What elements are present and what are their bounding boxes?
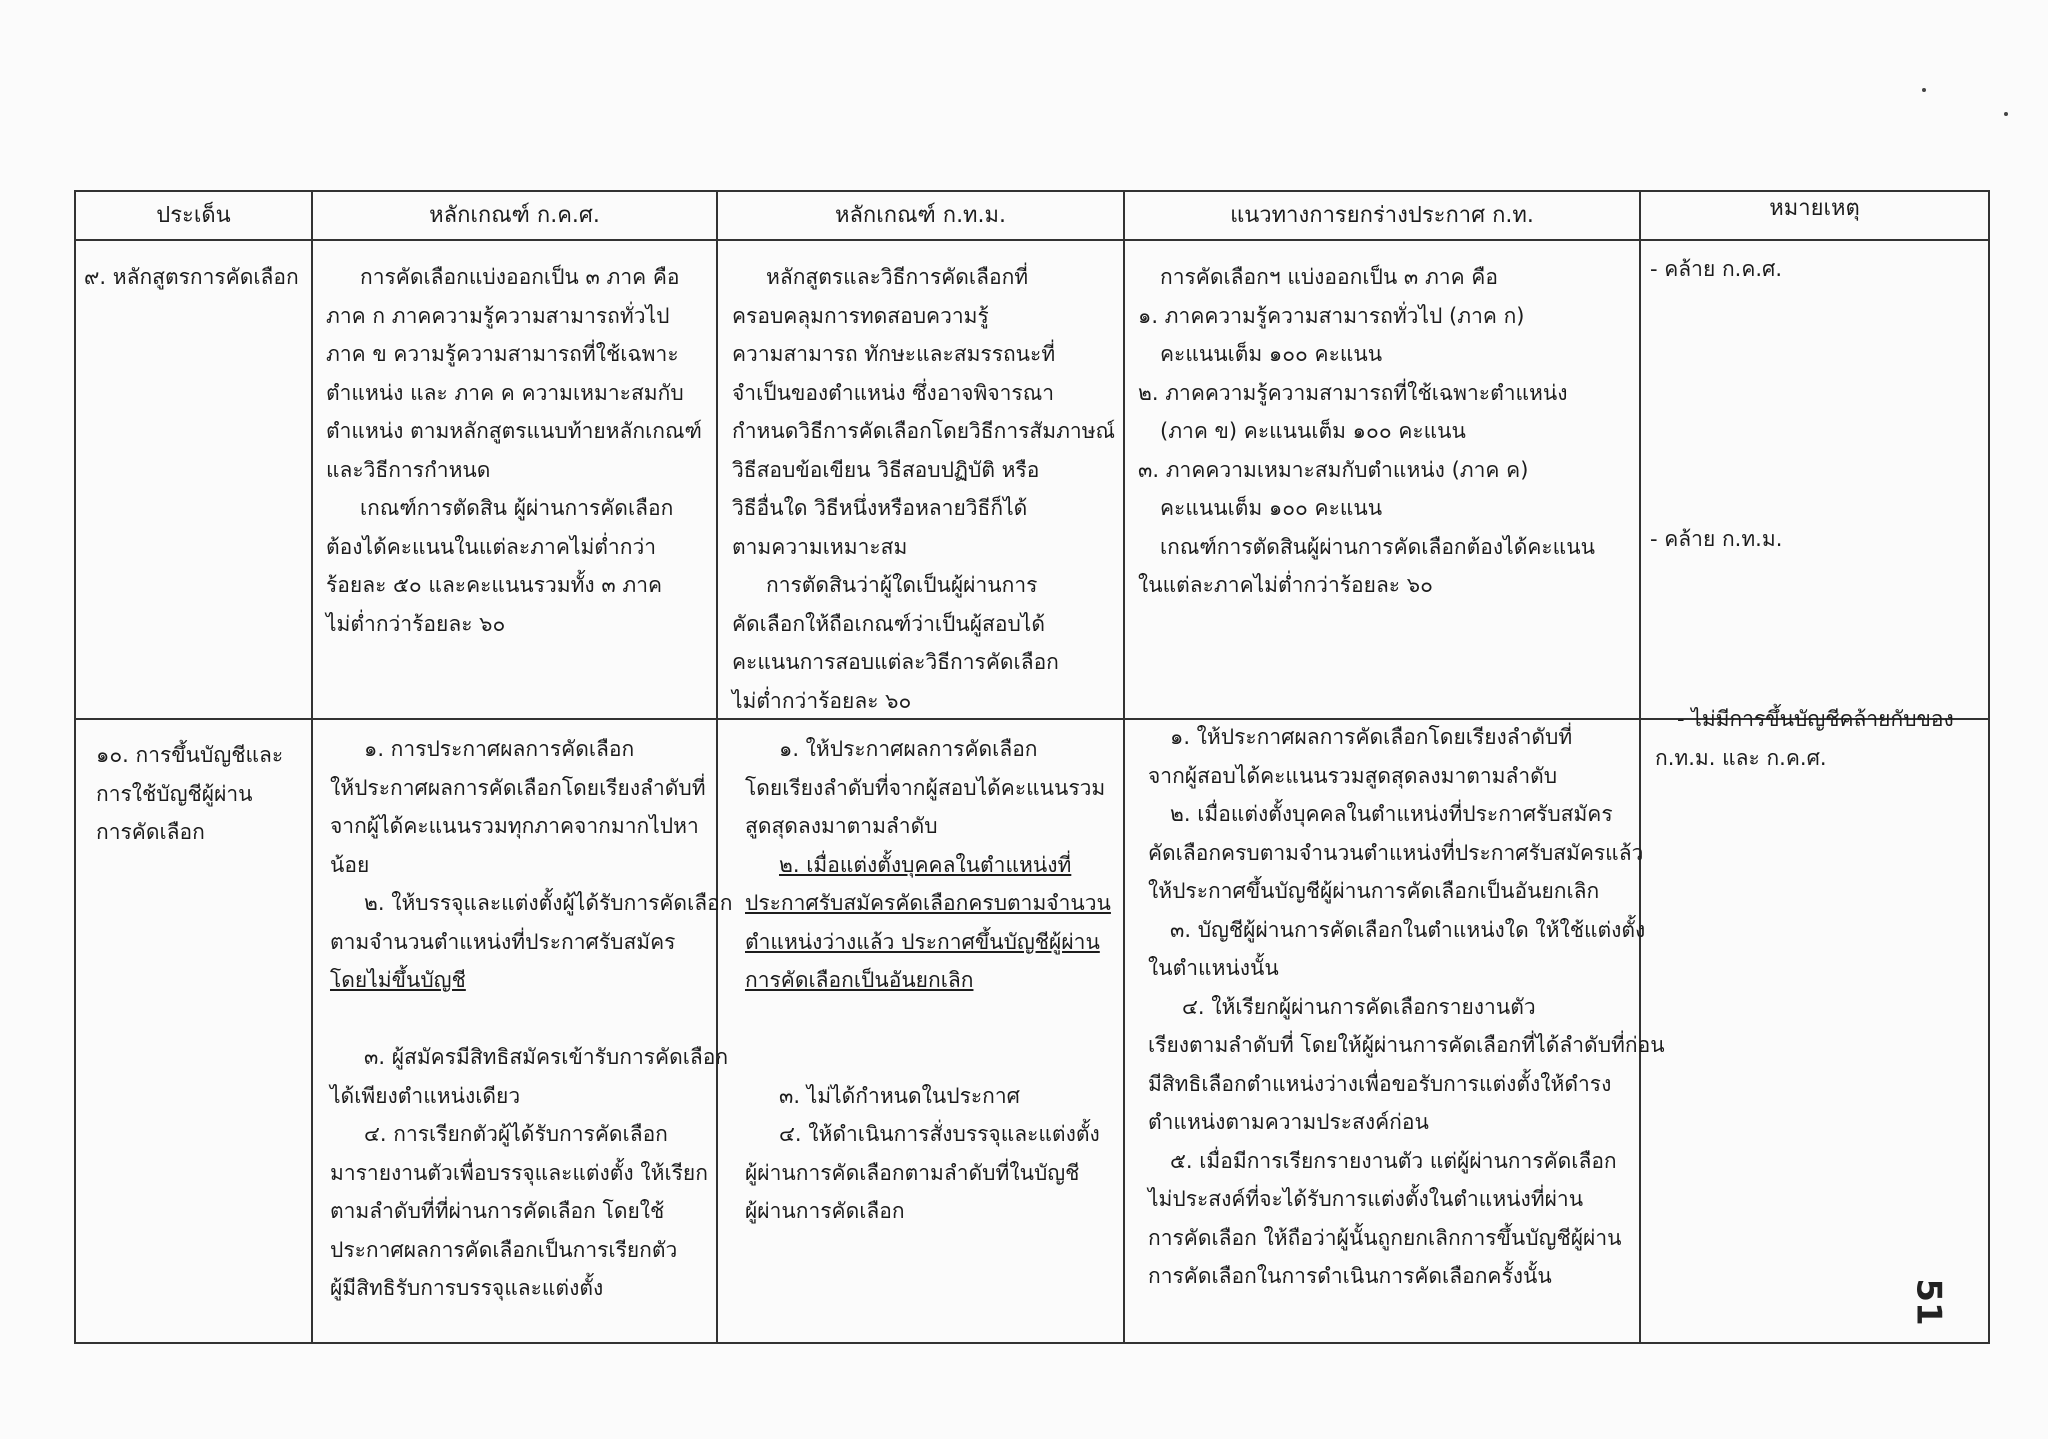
row1-kt-cell: [1138, 258, 1595, 605]
header-bottom-border: [74, 239, 1988, 241]
row1-issue-cell: [84, 258, 299, 297]
text-line: - ไม่มีการขึ้นบัญชีคล้ายกับของ: [1677, 707, 1954, 731]
text-line: ผู้ผ่านการคัดเลือกตามลำดับที่ในบัญชี: [745, 1160, 1080, 1185]
text-line: ผู้มีสิทธิรับการบรรจุและแต่งตั้ง: [330, 1276, 604, 1300]
text-line: [745, 1000, 1111, 1039]
text-line: ๓. ภาคความเหมาะสมกับตำแหน่ง (ภาค ค): [1138, 457, 1529, 482]
text-line: การใช้บัญชีผู้ผ่าน: [96, 781, 253, 806]
header-kt-draft-guideline: แนวทางการยกร่างประกาศ ก.ท.: [1230, 203, 1534, 228]
text-line: สูดสุดลงมาตามลำดับ: [745, 814, 938, 838]
text-line: ๓. บัญชีผู้ผ่านการคัดเลือกในตำแหน่งใด ให้ใช้แต่งตั้ง: [1170, 917, 1646, 942]
text-line: ๓. ผู้สมัครมีสิทธิสมัครเข้ารับการคัดเลือก: [364, 1045, 729, 1069]
text-line: ครอบคลุมการทดสอบความรู้: [732, 303, 989, 328]
text-line: ๒. ภาคความรู้ความสามารถที่ใช้เฉพาะตำแหน่ง: [1138, 380, 1568, 405]
scan-speck: [1922, 88, 1926, 92]
row2-kt-cell: [1148, 718, 1665, 1296]
text-line: [1650, 443, 1782, 482]
scan-speck: [2004, 112, 2008, 116]
text-line: จากผู้ได้คะแนนรวมทุกภาคจากมากไปหา: [330, 814, 699, 838]
text-line: คัดเลือกให้ถือเกณฑ์ว่าเป็นผู้สอบได้: [732, 611, 1046, 636]
text-line: - คล้าย ก.ท.ม.: [1650, 526, 1783, 551]
text-line: ไม่ต่ำกว่าร้อยละ ๖๐: [326, 611, 506, 636]
text-line: ๓. ไม่ได้กำหนดในประกาศ: [779, 1083, 1020, 1108]
text-line: เกณฑ์การตัดสินผู้ผ่านการคัดเลือกต้องได้คะแนน: [1160, 534, 1595, 559]
text-line: ๑๐. การขึ้นบัญชีและ: [96, 743, 284, 767]
table-bottom-border: [74, 1342, 1988, 1344]
text-line: การคัดเลือกในการดำเนินการคัดเลือกครั้งนั้น: [1148, 1264, 1552, 1288]
text-line: น้อย: [330, 852, 370, 877]
text-line: ๔. ให้เรียกผู้ผ่านการคัดเลือกรายงานตัว: [1182, 994, 1536, 1019]
row1-kks-cell: [326, 258, 702, 643]
text-line: ๔. การเรียกตัวผู้ได้รับการคัดเลือก: [364, 1122, 668, 1146]
text-line: การคัดเลือก ให้ถือว่าผู้นั้นถูกยกเลิกการขึ้นบัญชีผู้ผ่าน: [1148, 1225, 1622, 1250]
text-line: ๑. ภาคความรู้ความสามารถทั่วไป (ภาค ก): [1138, 303, 1525, 328]
text-line: ๑. การประกาศผลการคัดเลือก: [364, 737, 635, 761]
text-line: ๙. หลักสูตรการคัดเลือก: [84, 265, 299, 289]
text-line: คะแนนเต็ม ๑๐๐ คะแนน: [1160, 496, 1383, 520]
text-line: ๑. ให้ประกาศผลการคัดเลือกโดยเรียงลำดับที่: [1170, 725, 1573, 749]
header-kks-criteria: หลักเกณฑ์ ก.ค.ศ.: [429, 203, 600, 228]
text-line: [1650, 327, 1782, 366]
text-line: การคัดเลือก: [96, 820, 205, 844]
page-number-mark: 51: [1908, 1278, 1949, 1326]
text-line: การคัดเลือกฯ แบ่งออกเป็น ๓ ภาค คือ: [1160, 265, 1498, 289]
text-line: มารายงานตัวเพื่อบรรจุและแต่งตั้ง ให้เรียก: [330, 1160, 708, 1185]
text-line: [330, 1000, 732, 1039]
row1-ktm-cell: [732, 258, 1115, 720]
row1-remarks-cell: [1650, 250, 1782, 558]
text-line: ต้องได้คะแนนในแต่ละภาคไม่ต่ำกว่า: [326, 534, 657, 559]
text-line: การคัดเลือกเป็นอันยกเลิก: [745, 968, 974, 992]
header-ktm-criteria: หลักเกณฑ์ ก.ท.ม.: [834, 203, 1007, 228]
row2-issue-cell: [96, 736, 283, 852]
text-line: เรียงตามลำดับที่ โดยให้ผู้ผ่านการคัดเลือกที่ได้ลำดับที่ก่อน: [1148, 1033, 1665, 1057]
text-line: ๒. ให้บรรจุและแต่งตั้งผู้ได้รับการคัดเลือก: [364, 891, 733, 915]
text-line: หลักสูตรและวิธีการคัดเลือกที่: [766, 265, 1029, 289]
text-line: มีสิทธิเลือกตำแหน่งว่างเพื่อขอรับการแต่งตั้งให้ดำรง: [1148, 1071, 1612, 1096]
text-line: และวิธีการกำหนด: [326, 457, 491, 482]
text-line: ๑. ให้ประกาศผลการคัดเลือก: [779, 737, 1038, 761]
text-line: ประกาศผลการคัดเลือกเป็นการเรียกตัว: [330, 1237, 678, 1262]
text-line: ประกาศรับสมัครคัดเลือกครบตามจำนวน: [745, 891, 1111, 915]
row2-ktm-cell: [745, 730, 1111, 1231]
text-line: ๕. เมื่อมีการเรียกรายงานตัว แต่ผู้ผ่านการคัดเลือก: [1170, 1148, 1617, 1173]
text-line: ได้เพียงตำแหน่งเดียว: [330, 1083, 521, 1108]
text-line: คะแนนการสอบแต่ละวิธีการคัดเลือก: [732, 650, 1059, 674]
text-line: ตามลำดับที่ที่ผ่านการคัดเลือก โดยใช้: [330, 1199, 665, 1223]
text-line: จำเป็นของตำแหน่ง ซึ่งอาจพิจารณา: [732, 380, 1054, 405]
text-line: ผู้ผ่านการคัดเลือก: [745, 1199, 905, 1223]
text-line: [1650, 366, 1782, 405]
text-line: คัดเลือกครบตามจำนวนตำแหน่งที่ประกาศรับสมัครแล้ว: [1148, 840, 1644, 865]
text-line: การคัดเลือกแบ่งออกเป็น ๓ ภาค คือ: [360, 265, 680, 289]
text-line: (ภาค ข) คะแนนเต็ม ๑๐๐ คะแนน: [1160, 419, 1466, 443]
text-line: ภาค ข ความรู้ความสามารถที่ใช้เฉพาะ: [326, 342, 679, 366]
text-line: จากผู้สอบได้คะแนนรวมสูดสุดลงมาตามลำดับ: [1148, 763, 1558, 788]
text-line: คะแนนเต็ม ๑๐๐ คะแนน: [1160, 342, 1383, 366]
text-line: ตามจำนวนตำแหน่งที่ประกาศรับสมัคร: [330, 929, 676, 954]
text-line: ๔. ให้ดำเนินการสั่งบรรจุและแต่งตั้ง: [779, 1122, 1100, 1146]
text-line: ๒. เมื่อแต่งตั้งบุคคลในตำแหน่งที่: [779, 852, 1072, 877]
column-border: [311, 190, 313, 1344]
text-line: วิธีอื่นใด วิธีหนึ่งหรือหลายวิธีก็ได้: [732, 496, 1028, 520]
column-border: [1988, 190, 1990, 1344]
header-remarks: หมายเหตุ: [1769, 196, 1860, 221]
text-line: ตำแหน่ง ตามหลักสูตรแนบท้ายหลักเกณฑ์: [326, 419, 702, 443]
text-line: โดยไม่ขึ้นบัญชี: [330, 968, 466, 992]
text-line: ตำแหน่งตามความประสงค์ก่อน: [1148, 1110, 1429, 1134]
column-border: [1123, 190, 1125, 1344]
text-line: กำหนดวิธีการคัดเลือกโดยวิธีการสัมภาษณ์: [732, 419, 1116, 443]
text-line: [1650, 404, 1782, 443]
text-line: ในแต่ละภาคไม่ต่ำกว่าร้อยละ ๖๐: [1138, 573, 1433, 597]
text-line: ตำแหน่งว่างแล้ว ประกาศขึ้นบัญชีผู้ผ่าน: [745, 929, 1100, 954]
text-line: ในตำแหน่งนั้น: [1148, 956, 1279, 980]
text-line: โดยเรียงลำดับที่จากผู้สอบได้คะแนนรวม: [745, 775, 1106, 800]
text-line: ตำแหน่ง และ ภาค ค ความเหมาะสมกับ: [326, 380, 684, 405]
text-line: [1650, 481, 1782, 520]
text-line: ให้ประกาศขึ้นบัญชีผู้ผ่านการคัดเลือกเป็นอันยกเลิก: [1148, 879, 1600, 903]
text-line: ภาค ก ภาคความรู้ความสามารถทั่วไป: [326, 303, 670, 328]
text-line: ๒. เมื่อแต่งตั้งบุคคลในตำแหน่งที่ประกาศรับสมัคร: [1170, 802, 1613, 826]
text-line: การตัดสินว่าผู้ใดเป็นผู้ผ่านการ: [766, 573, 1038, 597]
row2-kks-cell: [330, 730, 732, 1308]
text-line: [745, 1038, 1111, 1077]
text-line: ร้อยละ ๕๐ และคะแนนรวมทั้ง ๓ ภาค: [326, 573, 663, 597]
text-line: เกณฑ์การตัดสิน ผู้ผ่านการคัดเลือก: [360, 496, 674, 520]
text-line: ไม่ประสงค์ที่จะได้รับการแต่งตั้งในตำแหน่งที่ผ่าน: [1148, 1187, 1584, 1211]
text-line: ก.ท.ม. และ ก.ค.ศ.: [1655, 745, 1827, 770]
text-line: ไม่ต่ำกว่าร้อยละ ๖๐: [732, 688, 912, 713]
text-line: วิธีสอบข้อเขียน วิธีสอบปฏิบัติ หรือ: [732, 457, 1040, 482]
row2-remarks-cell: [1655, 700, 1954, 777]
text-line: - คล้าย ก.ค.ศ.: [1650, 257, 1783, 281]
text-line: [1650, 289, 1782, 328]
header-issue: ประเด็น: [156, 203, 231, 228]
text-line: ตามความเหมาะสม: [732, 534, 908, 559]
text-line: ให้ประกาศผลการคัดเลือกโดยเรียงลำดับที่: [330, 775, 706, 800]
text-line: ความสามารถ ทักษะและสมรรถนะที่: [732, 342, 1056, 366]
column-border: [74, 190, 76, 1344]
